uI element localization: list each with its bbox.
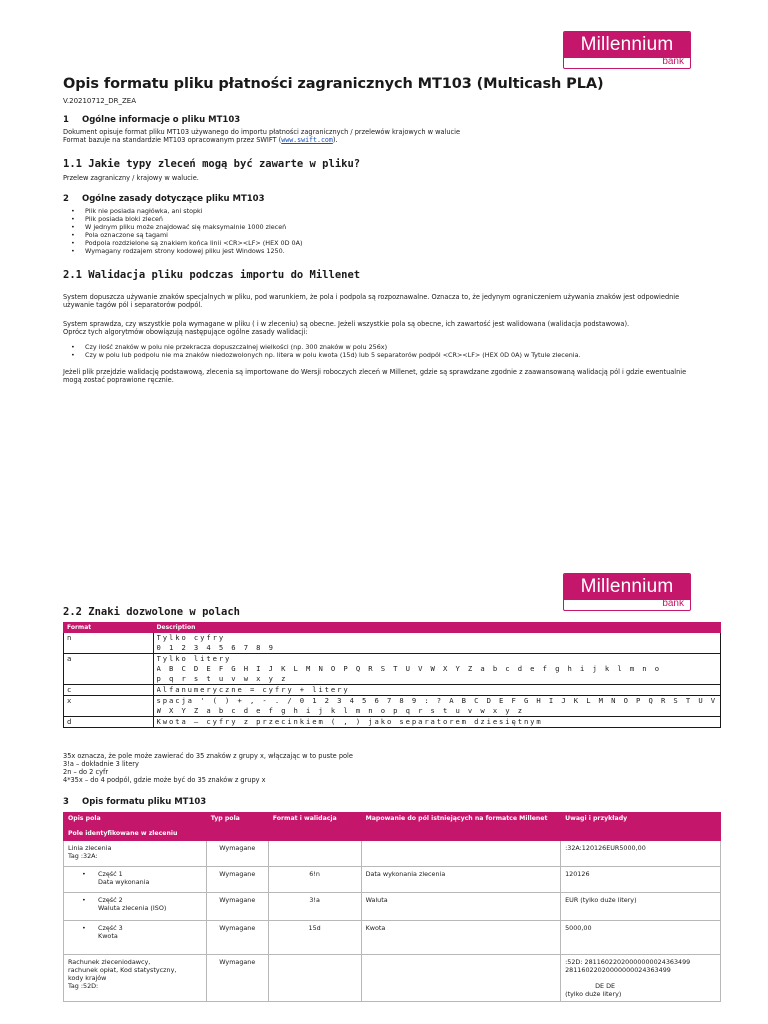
section-1-1-text: Przelew zagraniczny / krajowy w walucie. <box>63 174 199 182</box>
list-item: • Czy ilość znaków w polu nie przekracza dopuszczalnej wielkości (np. 300 znaków w polu 256x) <box>63 344 581 352</box>
format-description: Kwota – cyfry z przecinkiem ( , ) jako separatorem dziesiętnym <box>153 717 720 728</box>
field-type: Wymagane <box>206 893 268 921</box>
swift-link[interactable]: www.swift.com <box>281 136 333 145</box>
field-description: • Część 3 Kwota <box>64 921 207 955</box>
format-code: c <box>64 685 154 696</box>
field-format <box>268 955 361 1002</box>
column-header: Uwagi i przykłady <box>561 813 721 841</box>
section-1-text <box>63 128 723 145</box>
column-header: Format <box>64 623 154 633</box>
format-description: Tylko litery A B C D E F G H I J K L M N O P Q R S T U V W X Y Z a b c d e f g h i j k l m n o p q r s t u v w x y z <box>153 654 720 685</box>
field-type: Wymagane <box>206 867 268 893</box>
logo-subtext: bank <box>662 56 684 67</box>
field-type: Wymagane <box>206 841 268 867</box>
table-row <box>64 955 721 1002</box>
section-1-heading <box>63 115 240 125</box>
list-item: • Plik posiada bloki zleceń <box>63 216 302 224</box>
note-line: 35x oznacza, że pole może zawierać do 35 znaków z grupy x, włączając w to puste pole <box>63 752 353 760</box>
section-number: 3 <box>63 797 69 807</box>
document-title: Opis formatu pliku płatności zagranicznych MT103 (Multicash PLA) <box>63 76 604 92</box>
field-mapping: Data wykonania zlecenia <box>361 867 561 893</box>
list-item: • Pola oznaczone są tagami <box>63 232 302 240</box>
field-format: 15d <box>268 921 361 955</box>
field-mapping <box>361 955 561 1002</box>
format-description: Alfanumeryczne = cyfry + litery <box>153 685 720 696</box>
logo-wordmark: Millennium <box>580 34 674 55</box>
field-notes: 5000,00 <box>561 921 721 955</box>
section-2-1-para-3: Jeżeli plik przejdzie walidację podstawową, zlecenia są importowane do Wersji roboczych zleceń w Millenet, gdzie są sprawdzane zgodnie z zaawansowaną walidacją pól i gdzie ewentualnie mogą zostać poprawione ręcznie. <box>63 368 687 385</box>
field-notes: 120126 <box>561 867 721 893</box>
field-type: Wymagane <box>206 921 268 955</box>
column-header: Opis pola Pole identyfikowane w zleceniu <box>64 813 207 841</box>
field-notes: EUR (tylko duże litery) <box>561 893 721 921</box>
field-mapping: Kwota <box>361 921 561 955</box>
field-format: 3!a <box>268 893 361 921</box>
table-row <box>64 867 721 893</box>
logo-subtext: bank <box>662 598 684 609</box>
paragraph-line: Format bazuje na standardzie MT103 opracowanym przez SWIFT (www.swift.com). <box>63 136 338 145</box>
table-row <box>64 633 721 654</box>
note-line: 4*35x – do 4 podpól, gdzie może być do 35 znaków z grupy x <box>63 776 266 784</box>
mt103-format-table <box>63 812 721 1002</box>
section-title: Ogólne informacje o pliku MT103 <box>82 115 241 125</box>
table-header-row <box>64 813 721 841</box>
list-item: • Podpola rozdzielone są znakiem końca linii <CR><LF> (HEX 0D 0A) <box>63 240 302 248</box>
document-version: V.20210712_DR_ZEA <box>63 97 137 105</box>
section-2-1-para-1: System dopuszcza używanie znaków specjalnych w pliku, pod warunkiem, że pola i podpola są rozpoznawalne. Oznacza to, że jedynym ograniczeniem używania znaków jest odpowiednie używanie tagów pól i separatorów podpól. <box>63 293 680 310</box>
section-2-heading <box>63 194 265 204</box>
section-2-2-heading: 2.2 Znaki dozwolone w polach <box>63 606 241 618</box>
list-item: • Plik nie posiada nagłówka, ani stopki <box>63 208 302 216</box>
section-2-1-bullet-list <box>63 344 581 360</box>
table-row <box>64 921 721 955</box>
field-type: Wymagane <box>206 955 268 1002</box>
table-row <box>64 654 721 685</box>
format-code: n <box>64 633 154 654</box>
logo-wordmark: Millennium <box>580 576 674 597</box>
format-code: d <box>64 717 154 728</box>
table-header-row <box>64 623 721 633</box>
table-row <box>64 685 721 696</box>
section-3-heading <box>63 797 206 807</box>
section-title: Ogólne zasady dotyczące pliku MT103 <box>82 194 265 204</box>
field-description: Linia zlecenia Tag :32A: <box>64 841 207 867</box>
field-notes: :32A:120126EUR5000,00 <box>561 841 721 867</box>
table-row <box>64 841 721 867</box>
bank-logo <box>563 573 691 611</box>
section-2-1-para-2: System sprawdza, czy wszystkie pola wymagane w pliku ( i w zleceniu) są obecne. Jeżeli wszystkie pola są obecne, ich zawartość jest walidowana (walidacja podstawowa). Oprócz tych algorytmów obowiązują następujące ogólne zasady walidacji: <box>63 320 630 337</box>
table-row <box>64 893 721 921</box>
section-1-1-heading: 1.1 Jakie typy zleceń mogą być zawarte w pliku? <box>63 158 361 170</box>
allowed-characters-table <box>63 622 721 728</box>
field-description: Rachunek zleceniodawcy, rachunek opłat, Kod statystyczny, kody krajów Tag :52D: <box>64 955 207 1002</box>
field-format <box>268 841 361 867</box>
list-item: • Wymagany rodzajem strony kodowej pliku jest Windows 1250. <box>63 248 302 256</box>
note-line: 2n – do 2 cyfr <box>63 768 109 776</box>
format-description: Tylko cyfry 0 1 2 3 4 5 6 7 8 9 <box>153 633 720 654</box>
column-header: Description <box>153 623 720 633</box>
paragraph-line: Dokument opisuje format pliku MT103 używanego do importu płatności zagranicznych / przelewów krajowych w walucie <box>63 128 461 136</box>
field-format: 6!n <box>268 867 361 893</box>
list-item: • W jednym pliku może znajdować się maksymalnie 1000 zleceń <box>63 224 302 232</box>
column-header: Typ pola <box>206 813 268 841</box>
format-code: a <box>64 654 154 685</box>
column-header: Format i walidacja <box>268 813 361 841</box>
list-item: • Czy w polu lub podpolu nie ma znaków niedozwolonych np. litera w polu kwota (15d) lub 5 separatorów podpól <CR><LF> (HEX 0D 0A) w Tytule zlecenia. <box>63 352 581 360</box>
field-description: • Część 2 Waluta zlecenia (ISO) <box>64 893 207 921</box>
section-number: 2 <box>63 194 69 204</box>
table-row <box>64 717 721 728</box>
section-title: Opis formatu pliku MT103 <box>82 797 207 807</box>
column-header: Mapowanie do pól istniejących na formatce Millenet <box>361 813 561 841</box>
note-line: 3!a – dokładnie 3 litery <box>63 760 139 768</box>
section-2-bullet-list <box>63 208 302 255</box>
format-notes <box>63 752 353 784</box>
field-mapping: Waluta <box>361 893 561 921</box>
section-2-1-heading: 2.1 Walidacja pliku podczas importu do Millenet <box>63 269 361 281</box>
table-row <box>64 696 721 717</box>
section-number: 1 <box>63 115 69 125</box>
field-notes: :52D: 28116022020000000024363499 28116022020000000024363499 DE DE (tylko duże litery) <box>561 955 721 1002</box>
field-mapping <box>361 841 561 867</box>
bank-logo <box>563 31 691 69</box>
format-description: spacja ' ( ) + , - . / 0 1 2 3 4 5 6 7 8 9 : ? A B C D E F G H I J K L M N O P Q R S T U V W X Y Z a b c d e f g h i j k l m n o p q r s t u v w x y z <box>153 696 720 717</box>
format-code: x <box>64 696 154 717</box>
field-description: • Część 1 Data wykonania <box>64 867 207 893</box>
